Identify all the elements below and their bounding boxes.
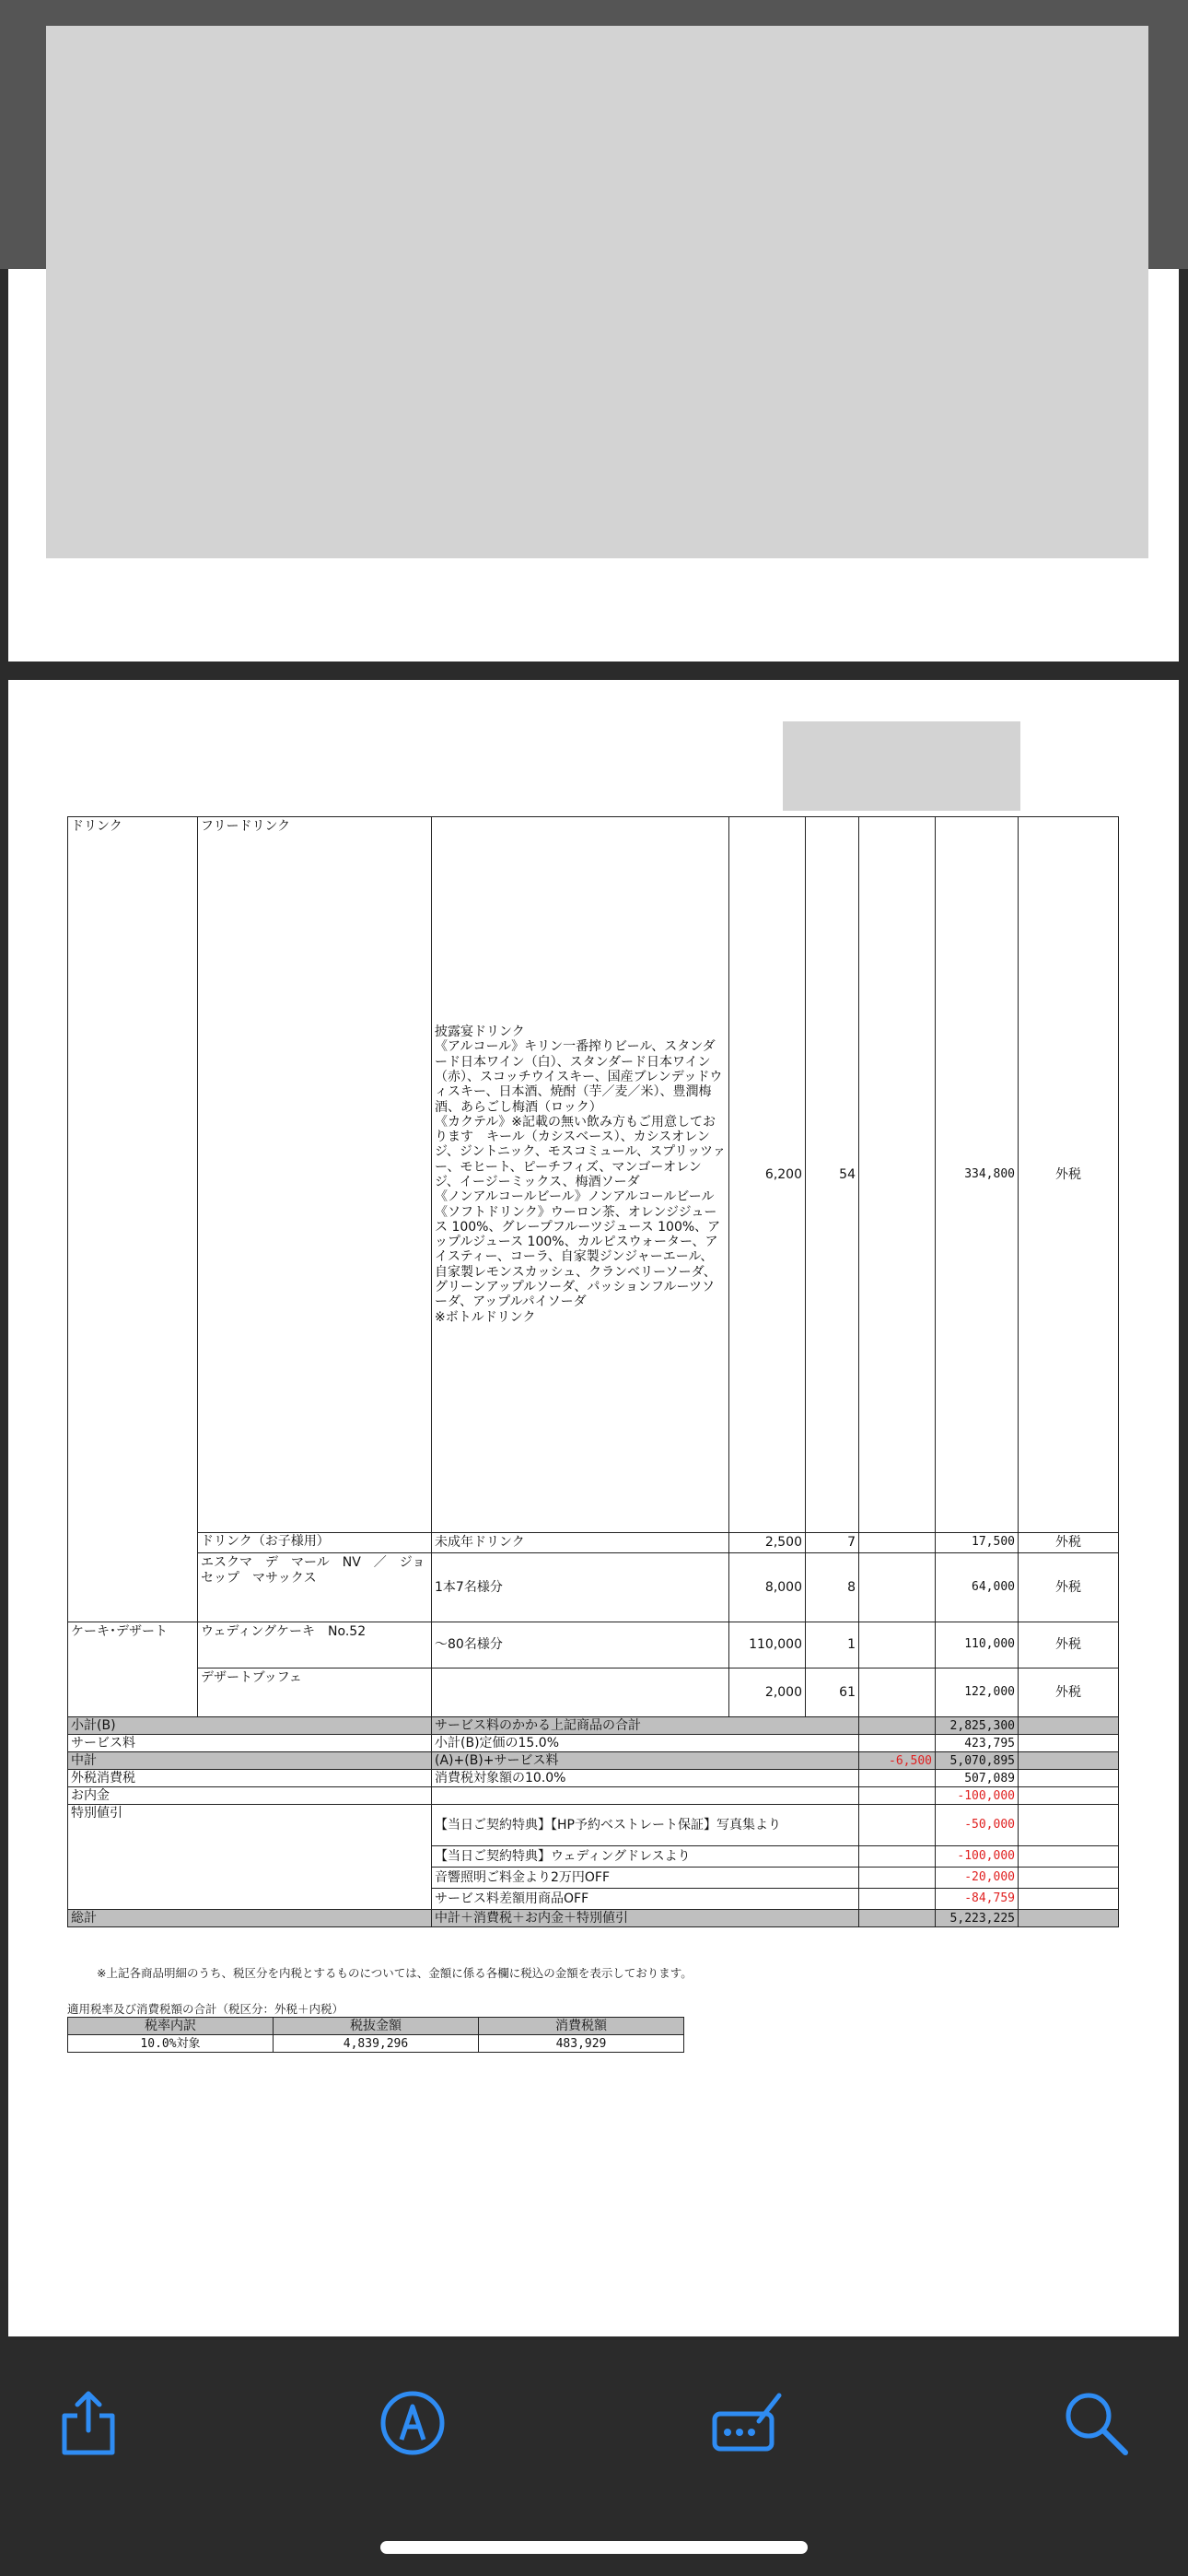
adjust-cell <box>859 1868 936 1889</box>
total-row <box>68 1910 1119 1927</box>
tax-type: 外税 <box>1019 1622 1119 1669</box>
adjust-cell <box>859 817 936 1533</box>
summary-desc <box>432 1787 859 1805</box>
table-row <box>68 2035 684 2053</box>
discount-amount: -84,759 <box>936 1889 1019 1910</box>
column-header: 消費税額 <box>479 2018 684 2035</box>
category-cell: ケーキ･デザート <box>68 1622 198 1717</box>
adjust-cell <box>859 1770 936 1787</box>
table-row <box>68 1533 1119 1553</box>
quantity: 8 <box>806 1553 859 1622</box>
amount: 110,000 <box>936 1622 1019 1669</box>
tax-cell <box>1019 1868 1119 1889</box>
discount-desc: サービス料差額用商品OFF <box>432 1889 859 1910</box>
summary-amount: 423,795 <box>936 1735 1019 1752</box>
summary-label: 小計(B) <box>68 1717 432 1735</box>
unit-price: 6,200 <box>729 817 806 1533</box>
discount-row <box>68 1805 1119 1846</box>
summary-amount: 2,825,300 <box>936 1717 1019 1735</box>
item-name: ウェディングケーキ No.52 <box>198 1622 432 1669</box>
deposit-row <box>68 1787 1119 1805</box>
amount: 122,000 <box>936 1669 1019 1717</box>
unit-price: 8,000 <box>729 1553 806 1622</box>
tax-type: 外税 <box>1019 817 1119 1533</box>
tax-cell <box>1019 1910 1119 1927</box>
item-description <box>432 1669 729 1717</box>
summary-amount: 5,070,895 <box>936 1752 1019 1770</box>
tax-type: 外税 <box>1019 1553 1119 1622</box>
amount: 17,500 <box>936 1533 1019 1553</box>
discount-amount: -20,000 <box>936 1868 1019 1889</box>
adjust-cell <box>859 1717 936 1735</box>
redacted-region <box>46 26 1148 558</box>
tax-note: ※上記各商品明細のうち、税区分を内税とするものについては、金額に係る各欄に税込の金額を表示しております。 <box>97 1966 693 1980</box>
midtotal-row <box>68 1752 1119 1770</box>
share-icon <box>52 2386 125 2460</box>
adjust-cell <box>859 1846 936 1868</box>
tax-type: 外税 <box>1019 1669 1119 1717</box>
summary-amount: -100,000 <box>936 1787 1019 1805</box>
redacted-region-small <box>783 721 1020 811</box>
item-description: 未成年ドリンク <box>432 1533 729 1553</box>
search-icon <box>1059 2386 1133 2460</box>
summary-desc: (A)+(B)+サービス料 <box>432 1752 859 1770</box>
table-row <box>68 1553 1119 1622</box>
discount-amount: -50,000 <box>936 1805 1019 1846</box>
table-row <box>68 817 1119 1533</box>
tax-cell <box>1019 1889 1119 1910</box>
summary-label: 総計 <box>68 1910 432 1927</box>
quantity: 1 <box>806 1622 859 1669</box>
table-row <box>68 2018 684 2035</box>
summary-label: 特別値引 <box>68 1805 432 1910</box>
signature-button[interactable] <box>711 2386 785 2460</box>
adjust-cell <box>859 1622 936 1669</box>
tax-cell <box>1019 1787 1119 1805</box>
summary-desc: 中計＋消費税＋お内金＋特別値引 <box>432 1910 859 1927</box>
service-row <box>68 1735 1119 1752</box>
signature-icon <box>711 2386 785 2460</box>
column-header: 税率内訳 <box>68 2018 274 2035</box>
summary-label: お内金 <box>68 1787 432 1805</box>
amount: 64,000 <box>936 1553 1019 1622</box>
amount: 334,800 <box>936 817 1019 1533</box>
summary-desc: 小計(B)定価の15.0% <box>432 1735 859 1752</box>
summary-label: 外税消費税 <box>68 1770 432 1787</box>
tax-cell <box>1019 1805 1119 1846</box>
quantity: 7 <box>806 1533 859 1553</box>
adjust-cell <box>859 1889 936 1910</box>
adjust-cell <box>859 1735 936 1752</box>
share-button[interactable] <box>52 2386 125 2460</box>
discount-amount: -100,000 <box>936 1846 1019 1868</box>
unit-price: 110,000 <box>729 1622 806 1669</box>
summary-label: サービス料 <box>68 1735 432 1752</box>
summary-desc: 消費税対象額の10.0% <box>432 1770 859 1787</box>
tax-cell <box>1019 1752 1119 1770</box>
table-row <box>68 1669 1119 1717</box>
quantity: 54 <box>806 817 859 1533</box>
discount-desc: 【当日ご契約特典】ウェディングドレスより <box>432 1846 859 1868</box>
tax-rate: 10.0%対象 <box>68 2035 274 2053</box>
adjust-cell <box>859 1533 936 1553</box>
category-cell: ドリンク <box>68 817 198 1622</box>
adjust-cell <box>859 1910 936 1927</box>
tax-cell <box>1019 1770 1119 1787</box>
item-description: 1本7名様分 <box>432 1553 729 1622</box>
unit-price: 2,500 <box>729 1533 806 1553</box>
summary-amount: 5,223,225 <box>936 1910 1019 1927</box>
summary-desc: サービス料のかかる上記商品の合計 <box>432 1717 859 1735</box>
estimate-table <box>67 816 1119 1927</box>
taxable-amount: 4,839,296 <box>274 2035 479 2053</box>
tax-cell <box>1019 1846 1119 1868</box>
discount-desc: 音響照明ご料金より2万円OFF <box>432 1868 859 1889</box>
unit-price: 2,000 <box>729 1669 806 1717</box>
tax-summary-table <box>67 2017 684 2053</box>
item-description: ～80名様分 <box>432 1622 729 1669</box>
tax-summary-title: 適用税率及び消費税額の合計（税区分：外税＋内税） <box>67 2002 344 2016</box>
summary-amount: 507,089 <box>936 1770 1019 1787</box>
item-name: エスクマ デ マール NV ／ ジョセップ マサックス <box>198 1553 432 1622</box>
column-header: 税抜金額 <box>274 2018 479 2035</box>
search-button[interactable] <box>1059 2386 1133 2460</box>
tax-amount: 483,929 <box>479 2035 684 2053</box>
item-name: ドリンク（お子様用） <box>198 1533 432 1553</box>
tax-type: 外税 <box>1019 1533 1119 1553</box>
table-row <box>68 1622 1119 1669</box>
summary-label: 中計 <box>68 1752 432 1770</box>
item-name: フリードリンク <box>198 817 432 1533</box>
adjust-cell <box>859 1787 936 1805</box>
discount-desc: 【当日ご契約特典】【HP予約ベストレート保証】写真集より <box>432 1805 859 1846</box>
subtotal-row <box>68 1717 1119 1735</box>
item-name: デザートブッフェ <box>198 1669 432 1717</box>
quantity: 61 <box>806 1669 859 1717</box>
markup-button[interactable] <box>376 2386 449 2460</box>
adjust-cell <box>859 1553 936 1622</box>
markup-icon <box>376 2386 449 2460</box>
home-indicator[interactable] <box>380 2541 808 2554</box>
tax-cell <box>1019 1735 1119 1752</box>
adjust-cell <box>859 1805 936 1846</box>
tax-row <box>68 1770 1119 1787</box>
adjust-cell <box>859 1669 936 1717</box>
adjust-amount: -6,500 <box>859 1752 936 1770</box>
tax-cell <box>1019 1717 1119 1735</box>
item-description: 披露宴ドリンク 《アルコール》キリン一番搾りビール、スタンダード日本ワイン（白）、スタンダード日本ワイン（赤）、スコッチウイスキー、国産ブレンデッドウィスキー、日本酒、焼酎（芋／麦／米）、豊潤梅酒、あらごし梅酒（ロック） 《カクテル》※記載の無い飲み方もご用意しております キール（カシスベース）、カシスオレンジ、ジントニック、モスコミュール、スプリッツァー、モヒート、ピーチフィズ、マンゴーオレンジ、イージーミックス、梅酒ソーダ 《ノンアルコールビール》ノンアルコールビール 《ソフトドリンク》ウーロン茶、オレンジジュース 100%、グレープフルーツジュース 100%、アップルジュース 100%、カルピスウォーター、アイスティー、コーラ、自家製ジンジャーエール、自家製レモンスカッシュ、クランベリーソーダ、グリーンアップルソーダ、パッションフルーツソーダ、アップルパイソーダ ※ボトルドリンク <box>432 817 729 1533</box>
